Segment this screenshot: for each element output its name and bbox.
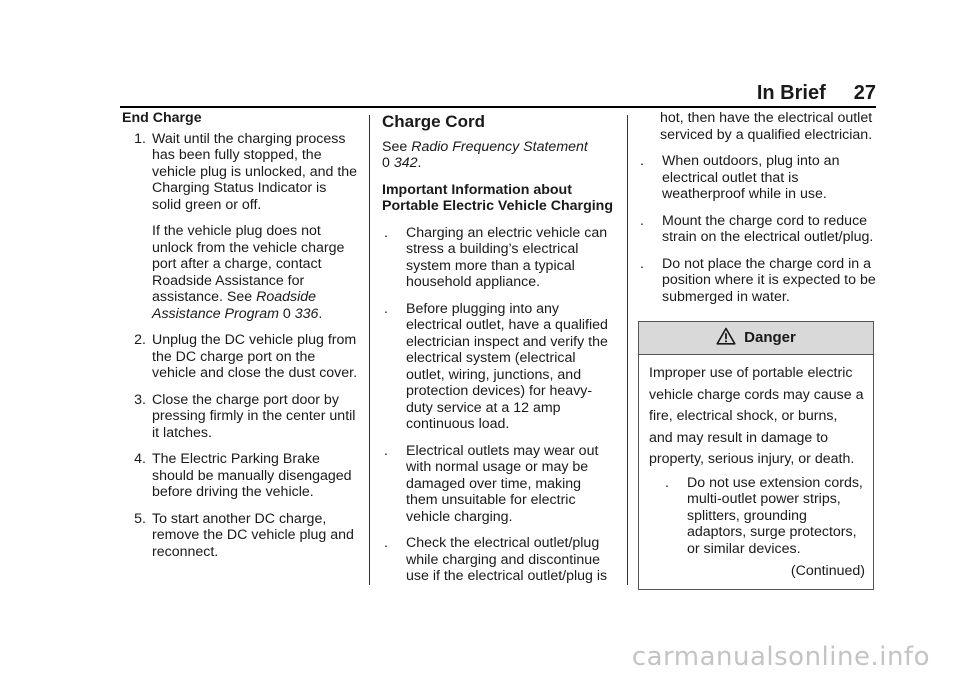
bullet-item xyxy=(382,301,614,433)
bullet-text: When outdoors, plug into an electrical outlet that is weatherproof while in use. xyxy=(662,153,840,202)
bullet-marker: . xyxy=(384,224,388,241)
step-1 xyxy=(122,131,358,214)
step-5 xyxy=(122,511,358,561)
warning-triangle-icon xyxy=(716,327,736,350)
header-rule xyxy=(120,106,876,108)
column-1 xyxy=(122,110,358,570)
step-2 xyxy=(122,332,358,382)
bullet-item xyxy=(638,256,878,306)
column-2 xyxy=(382,110,614,595)
charge-cord-heading: Charge Cord xyxy=(382,112,485,131)
page-ref-arrow-icon: 0 xyxy=(282,305,291,322)
step-text: Wait until the charging process has been fully stopped, the vehicle plug is unlocked, and the Charging Status Indicator is solid green or off. xyxy=(152,130,358,213)
step-4 xyxy=(122,451,358,501)
step-3 xyxy=(122,392,358,442)
step-text: Unplug the DC vehicle plug from the DC charge port on the vehicle and close the dust cover. xyxy=(152,332,358,381)
column-divider-2 xyxy=(627,115,628,585)
page-header xyxy=(757,82,876,105)
bullet-item xyxy=(638,153,878,203)
danger-title: Danger xyxy=(744,328,796,346)
see-reference: See Radio Frequency Statement 0 342. xyxy=(382,138,588,171)
column-3 xyxy=(638,110,878,590)
danger-header xyxy=(639,322,873,355)
column-divider-1 xyxy=(369,115,370,585)
danger-text: Improper use of portable electric vehicle charge cords may cause a fire, electrical shock, or burns, and may result in damage to property, serious injury, or death. xyxy=(649,365,864,467)
continued-label: (Continued) xyxy=(790,563,865,579)
bullet-marker: . xyxy=(640,212,644,229)
step-number: 2. xyxy=(134,332,146,348)
danger-body xyxy=(639,355,873,589)
end-charge-heading: End Charge xyxy=(122,110,202,126)
bullet-marker: . xyxy=(384,300,388,317)
step-text: The Electric Parking Brake should be manually disengaged before driving the vehicle. xyxy=(152,451,352,500)
bullet-item xyxy=(382,535,614,585)
radio-frequency-page-ref[interactable]: 342 xyxy=(393,155,418,171)
bullet-text: Charging an electric vehicle can stress a building’s electrical system more than a typical household appliance. xyxy=(406,224,608,290)
bullet-item xyxy=(638,213,878,246)
note-text: If the vehicle plug does not unlock from the vehicle charge port after a charge, contact Roadside Assistance for assistance. See xyxy=(152,223,345,305)
step-text: Close the charge port door by pressing firmly in the center until it latches. xyxy=(152,391,356,441)
bullet-marker: . xyxy=(640,255,644,272)
section-title: In Brief xyxy=(756,82,826,104)
bullet-marker: . xyxy=(384,442,388,459)
bullet-text: Do not place the charge cord in a position where it is expected to be submerged in water. xyxy=(662,255,876,305)
step-number: 3. xyxy=(134,391,146,408)
bullet-marker: . xyxy=(384,535,388,551)
step-number: 4. xyxy=(134,451,146,467)
bullet-marker: . xyxy=(665,474,669,491)
bullet-text: Mount the charge cord to reduce strain on the electrical outlet/plug. xyxy=(662,212,874,245)
bullet-text: Check the electrical outlet/plug while charging and discontinue use if the electrical outlet/plug is xyxy=(406,535,608,584)
bullet-continuation: hot, then have the electrical outlet serviced by a qualified electrician. xyxy=(660,110,873,143)
page-ref-arrow-icon: 0 xyxy=(382,155,390,171)
see-label: See xyxy=(382,138,408,155)
page-number: 27 xyxy=(853,82,876,104)
step-number: 5. xyxy=(134,510,146,527)
bullet-item xyxy=(382,443,614,526)
bullet-marker: . xyxy=(640,153,644,169)
danger-bullet-item xyxy=(649,475,865,558)
roadside-page-ref[interactable]: 336 xyxy=(294,305,319,322)
bullet-item xyxy=(382,225,614,291)
radio-frequency-link[interactable]: Radio Frequency Statement xyxy=(411,138,588,155)
step-text: To start another DC charge, remove the DC vehicle plug and reconnect. xyxy=(152,510,354,560)
danger-box xyxy=(638,321,874,590)
bullet-text: Electrical outlets may wear out with normal usage or may be damaged over time, making them unsuitable for electric vehicle charging. xyxy=(406,442,599,525)
bullet-text: Before plugging into any electrical outlet, have a qualified electrician inspect and verify the electrical system (electrical outlet, wiring, junctions, and protection devices) for heavy-duty service at a 12 amp continuous load. xyxy=(406,300,608,432)
watermark: carmanualsonline.info xyxy=(631,642,930,672)
roadside-assistance-link[interactable]: Roadside Assistance Program xyxy=(152,289,317,322)
danger-bullet-text: Do not use extension cords, multi-outlet power strips, splitters, grounding adaptors, surge protectors, or similar devices. xyxy=(687,474,863,557)
important-info-heading: Important Information about Portable Electric Vehicle Charging xyxy=(382,181,614,214)
step-1-note: If the vehicle plug does not unlock from the vehicle charge port after a charge, contact Roadside Assistance for assistance. See Roadside Assistance Program 0 336. xyxy=(152,223,345,322)
step-number: 1. xyxy=(134,130,146,147)
